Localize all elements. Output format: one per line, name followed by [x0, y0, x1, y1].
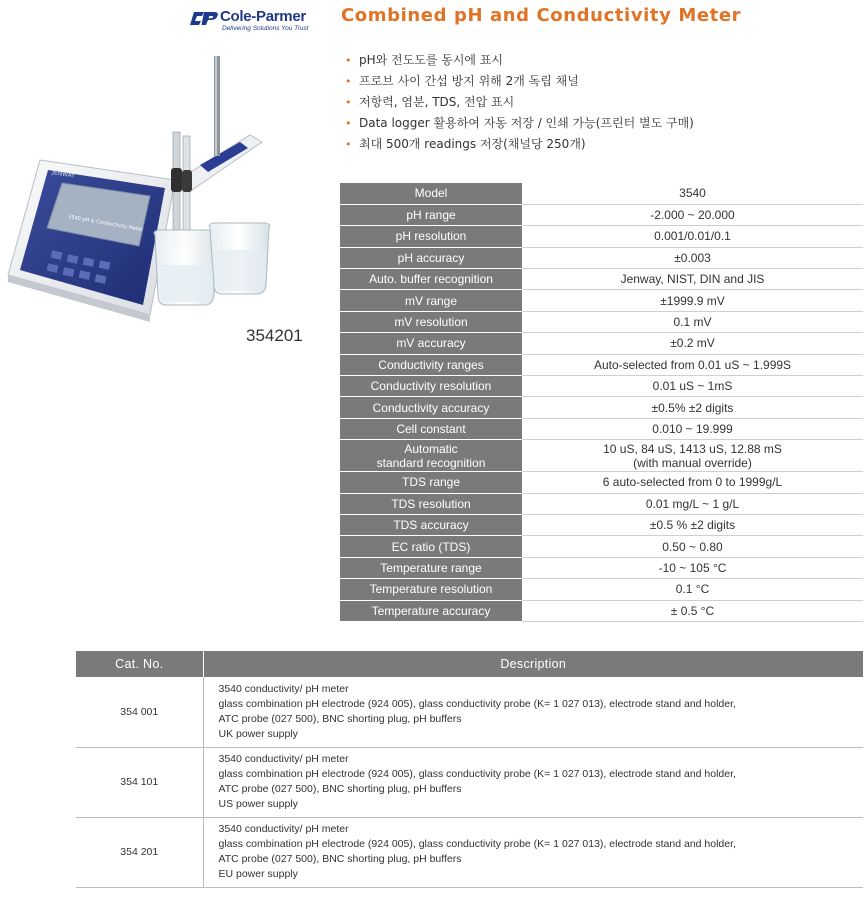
- bullet-icon: •: [345, 54, 352, 67]
- spec-row: Conductivity resolution 0.01 uS ~ 1mS: [340, 376, 863, 397]
- spec-row: pH resolution 0.001/0.01/0.1: [340, 226, 863, 247]
- device-label: 3540 pH & Conductivity Meter: [67, 214, 144, 234]
- description-cell: 3540 conductivity/ pH meter glass combination pH electrode (924 005), glass conductivity probe (K= 1 027 013), electrode stand and holder, ATC probe (027 500), BNC shorting plug, pH buffers UK power supply: [203, 677, 863, 747]
- description-cell: 3540 conductivity/ pH meter glass combination pH electrode (924 005), glass conductivity probe (K= 1 027 013), electrode stand and holder, ATC probe (027 500), BNC shorting plug, pH buffers EU power supply: [203, 817, 863, 887]
- table-row: [76, 677, 863, 747]
- cat-no-header: Cat. No.: [76, 651, 203, 677]
- page-title: Combined pH and Conductivity Meter: [341, 5, 742, 26]
- spec-row: mV resolution 0.1 mV: [340, 311, 863, 332]
- brand-tagline: Delivering Solutions You Trust: [222, 25, 309, 32]
- product-model-number: 354201: [246, 326, 303, 345]
- spec-row: TDS accuracy ±0.5 % ±2 digits: [340, 514, 863, 535]
- product-image: [0, 50, 320, 330]
- table-row: [76, 817, 863, 887]
- spec-row: Auto. buffer recognition Jenway, NIST, DIN and JIS: [340, 269, 863, 290]
- feature-item: • 저항력, 염분, TDS, 전압 표시: [345, 95, 515, 109]
- cat-no-cell: 354 001: [76, 677, 203, 747]
- spec-row: TDS range 6 auto-selected from 0 to 1999g/L: [340, 472, 863, 493]
- bullet-icon: •: [345, 117, 352, 130]
- spec-row: pH accuracy ±0.003: [340, 247, 863, 268]
- spec-row: Temperature range -10 ~ 105 °C: [340, 557, 863, 578]
- spec-row: Temperature accuracy ± 0.5 °C: [340, 600, 863, 621]
- bullet-icon: •: [345, 138, 352, 151]
- description-cell: 3540 conductivity/ pH meter glass combination pH electrode (924 005), glass conductivity probe (K= 1 027 013), electrode stand and holder, ATC probe (027 500), BNC shorting plug, pH buffers US power supply: [203, 747, 863, 817]
- table-row: [76, 747, 863, 817]
- spec-row: Temperature resolution 0.1 °C: [340, 579, 863, 600]
- spec-row: Conductivity ranges Auto-selected from 0.01 uS ~ 1.999S: [340, 354, 863, 375]
- spec-table: [340, 183, 863, 622]
- description-header: Description: [203, 651, 863, 677]
- cole-parmer-logo-icon: [190, 10, 220, 26]
- cat-no-cell: 354 201: [76, 817, 203, 887]
- spec-row: TDS resolution 0.01 mg/L ~ 1 g/L: [340, 493, 863, 514]
- spec-row: mV accuracy ±0.2 mV: [340, 333, 863, 354]
- spec-row: Model 3540: [340, 183, 863, 204]
- cat-no-cell: 354 101: [76, 747, 203, 817]
- spec-row: EC ratio (TDS) 0.50 ~ 0.80: [340, 536, 863, 557]
- cole-parmer-logo: [190, 8, 315, 38]
- spec-row: Conductivity accuracy ±0.5% ±2 digits: [340, 397, 863, 418]
- bullet-icon: •: [345, 75, 352, 88]
- brand-name: Cole-Parmer: [220, 8, 306, 25]
- feature-item: • 최대 500개 readings 저장(채널당 250개): [345, 137, 586, 151]
- catalog-table: [76, 651, 863, 888]
- feature-item: • 프로브 사이 간섭 방지 위해 2개 독립 채널: [345, 74, 579, 88]
- spec-row: pH range -2.000 ~ 20.000: [340, 204, 863, 225]
- spec-row: mV range ±1999.9 mV: [340, 290, 863, 311]
- feature-item: • pH와 전도도를 동시에 표시: [345, 53, 504, 67]
- spec-row: Automatic standard recognition 10 uS, 84 uS, 1413 uS, 12.88 mS (with manual override): [340, 440, 863, 472]
- feature-item: • Data logger 활용하여 자동 저장 / 인쇄 가능(프린터 별도 구매): [345, 116, 694, 130]
- bullet-icon: •: [345, 96, 352, 109]
- device-brand: JENWAY: [51, 169, 76, 180]
- spec-row: Cell constant 0.010 ~ 19.999: [340, 418, 863, 439]
- feature-list: [345, 52, 694, 157]
